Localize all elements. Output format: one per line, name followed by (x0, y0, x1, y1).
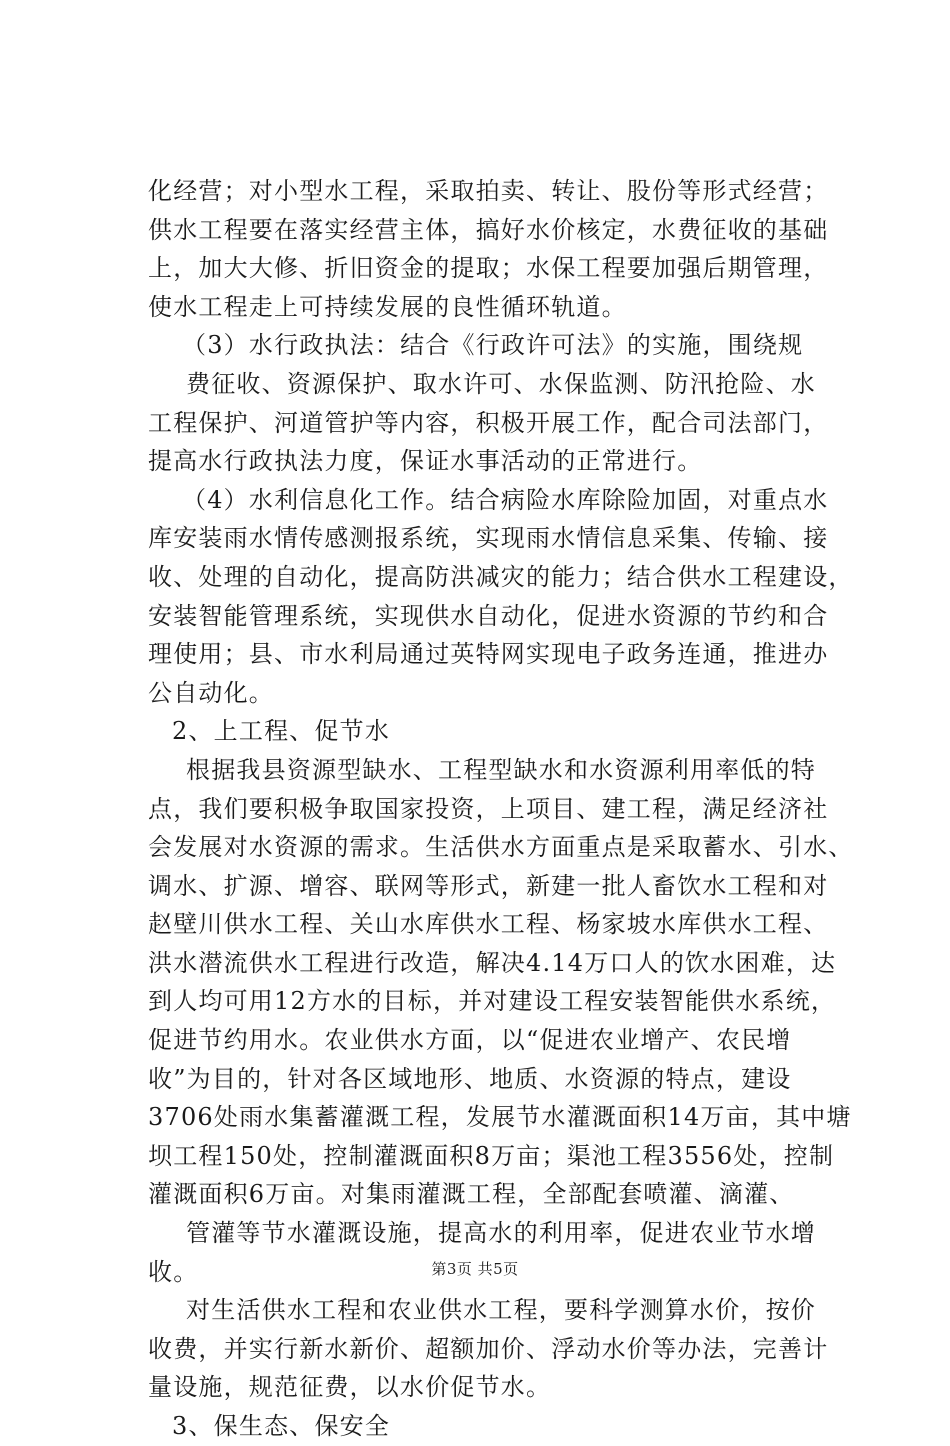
document-body (148, 172, 854, 1446)
text-line: 根据我县资源型缺水、工程型缺水和水资源利用率低的特 (186, 755, 816, 784)
page-footer: 第3页 共5页 (431, 1260, 519, 1278)
text-line: 库安装雨水情传感测报系统，实现雨水情信息采集、传输、接 (148, 524, 829, 553)
text-line: 公自动化。 (148, 678, 274, 707)
text-line: 促进节约用水。农业供水方面，以“促进农业增产、农民增 (148, 1026, 792, 1055)
text-line: 洪水潜流供水工程进行改造，解决4.14万口人的饮水困难，达 (148, 948, 837, 977)
text-line: 量设施，规范征费，以水价促节水。 (148, 1373, 552, 1402)
text-line: 上，加大大修、折旧资金的提取；水保工程要加强后期管理， (148, 254, 829, 283)
text-line: 坝工程150处，控制灌溉面积8万亩；渠池工程3556处，控制 (148, 1141, 835, 1170)
text-line: 提高水行政执法力度，保证水事活动的正常进行。 (148, 447, 703, 476)
text-line: 灌溉面积6万亩。对集雨灌溉工程，全部配套喷灌、滴灌、 (148, 1180, 795, 1209)
text-line: 调水、扩源、增容、联网等形式，新建一批人畜饮水工程和对 (148, 871, 829, 900)
text-line: 对生活供水工程和农业供水工程，要科学测算水价，按价 (186, 1296, 816, 1325)
text-line: （3）水行政执法：结合《行政许可法》的实施，围绕规 (182, 331, 804, 360)
text-line: 费征收、资源保护、取水许可、水保监测、防汛抢险、水 (186, 369, 816, 398)
text-line: 理使用；县、市水利局通过英特网实现电子政务连通，推进办 (148, 640, 829, 669)
text-line: （4）水利信息化工作。结合病险水库除险加固，对重点水 (182, 485, 829, 514)
text-line: 3、保生态、保安全 (172, 1412, 391, 1440)
text-line: 管灌等节水灌溉设施，提高水的利用率，促进农业节水增 (186, 1219, 816, 1248)
text-line: 赵壁川供水工程、关山水库供水工程、杨家坡水库供水工程、 (148, 910, 829, 939)
text-line: 收、处理的自动化，提高防洪减灾的能力；结合供水工程建设， (148, 562, 854, 591)
text-line: 点，我们要积极争取国家投资，上项目、建工程，满足经济社 (148, 794, 829, 823)
text-line: 安装智能管理系统，实现供水自动化，促进水资源的节约和合 (148, 601, 829, 630)
text-line: 工程保护、河道管护等内容，积极开展工作，配合司法部门， (148, 408, 829, 437)
text-line: 3706处雨水集蓄灌溉工程，发展节水灌溉面积14万亩，其中塘 (148, 1103, 852, 1132)
text-line: 使水工程走上可持续发展的良性循环轨道。 (148, 292, 627, 321)
text-line: 2、上工程、促节水 (172, 717, 391, 746)
text-line: 供水工程要在落实经营主体，搞好水价核定，水费征收的基础 (148, 215, 829, 244)
text-line: 收。 (148, 1257, 199, 1286)
text-line: 到人均可用12方水的目标，并对建设工程安装智能供水系统， (148, 987, 837, 1016)
text-line: 收”为目的，针对各区域地形、地质、水资源的特点，建设 (148, 1064, 792, 1093)
text-line: 会发展对水资源的需求。生活供水方面重点是采取蓄水、引水、 (148, 833, 854, 862)
text-line: 化经营；对小型水工程，采取拍卖、转让、股份等形式经营； (148, 177, 829, 205)
text-line: 收费，并实行新水新价、超额加价、浮动水价等办法，完善计 (148, 1334, 829, 1363)
